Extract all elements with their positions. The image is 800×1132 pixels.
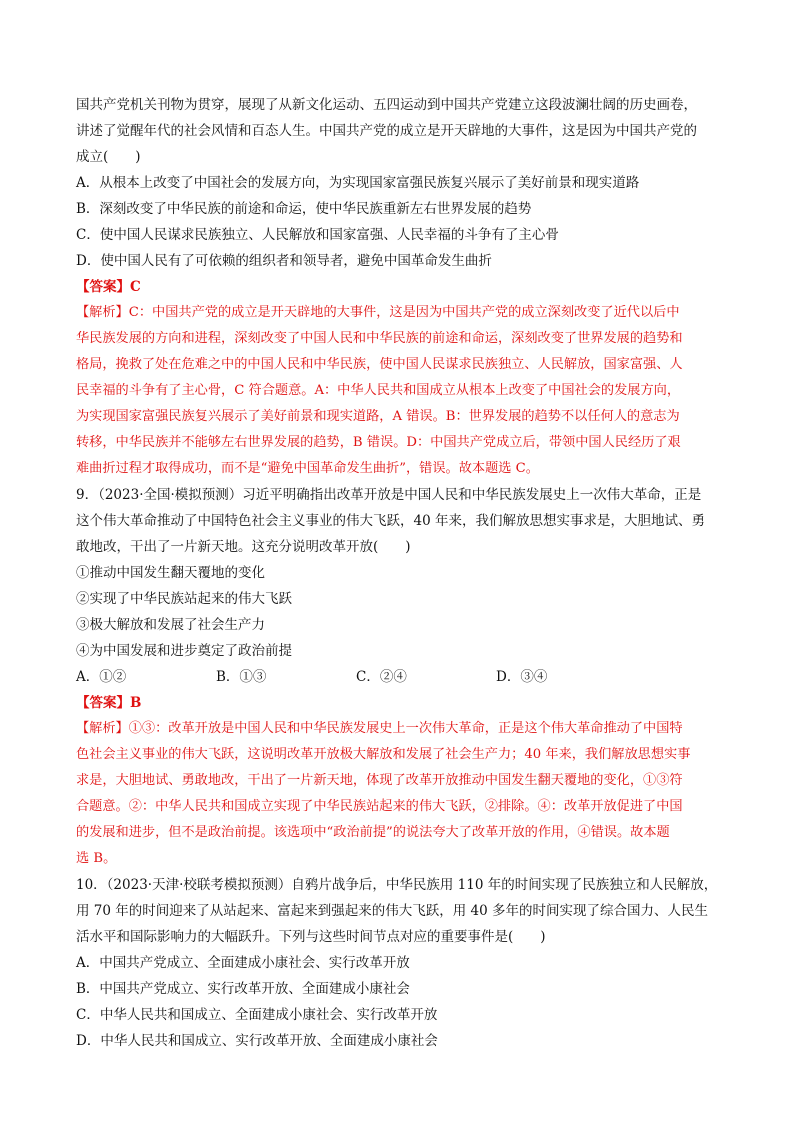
question-stem-line: 用 70 年的时间迎来了从站起来、富起来到强起来的伟大飞跃，用 40 多年的时间实现了综合国力、人民生 [76,903,709,919]
option-d: D．中华人民共和国成立、实行改革开放、全面建成小康社会 [76,1033,438,1049]
analysis-line: 华民族发展的方向和进程，深刻改变了中国人民和中华民族的前途和命运，深刻改变了世界发展的趋势和 [76,331,683,346]
question-10 [76,872,726,1054]
option-b: B．①③ [216,669,267,685]
analysis-line: 选 B。 [76,851,117,866]
analysis-line: 【解析】C：中国共产党的成立是开天辟地的大事件，这是因为中国共产党的成立深刻改变了近代以后中 [76,305,680,320]
question-stem-line: 讲述了觉醒年代的社会风情和百态人生。中国共产党的成立是开天辟地的大事件，这是因为中国共产党的 [76,123,697,139]
statement-item: ④为中国发展和进步奠定了政治前提 [76,643,292,659]
option-b: B．中国共产党成立、实行改革开放、全面建成小康社会 [76,981,410,997]
option-c: C．使中国人民谋求民族独立、人民解放和国家富强、人民幸福的斗争有了主心骨 [76,227,559,243]
option-d: D．使中国人民有了可依赖的组织者和领导者，避免中国革命发生曲折 [76,253,492,269]
option-a: A．①② [76,669,127,685]
question-stem-line: 活水平和国际影响力的大幅跃升。下列与这些时间节点对应的重要事件是( ) [76,929,546,945]
answer-label: 【答案】C [76,279,141,295]
analysis-line: 难曲折过程才取得成功，而不是“避免中国革命发生曲折”，错误。故本题选 C。 [76,461,539,476]
option-row [76,664,726,690]
analysis-line: 【解析】①③：改革开放是中国人民和中华民族发展史上一次伟大革命，正是这个伟大革命推动了中国特 [76,721,683,736]
statement-item: ③极大解放和发展了社会生产力 [76,617,265,633]
question-stem-line: 这个伟大革命推动了中国特色社会主义事业的伟大飞跃，40 年来，我们解放思想实事求是，大胆地试、勇 [76,513,705,529]
analysis-line: 的发展和进步，但不是政治前提。该选项中“政治前提”的说法夸大了改革开放的作用，④错误。故本题 [76,825,670,840]
analysis-line: 求是，大胆地试、勇敢地改，干出了一片新天地，体现了改革开放推动中国发生翻天覆地的变化，①③符 [76,773,683,788]
statement-item: ①推动中国发生翻天覆地的变化 [76,565,265,581]
option-b: B．深刻改变了中华民族的前途和命运，使中华民族重新左右世界发展的趋势 [76,201,532,217]
question-stem-line: 9．（2023·全国·模拟预测）习近平明确指出改革开放是中国人民和中华民族发展史上一次伟大革命，正是 [76,487,702,503]
option-c: C．②④ [356,669,407,685]
question-stem-line: 10．（2023·天津·校联考模拟预测）自鸦片战争后，中华民族用 110 年的时间实现了民族独立和人民解放， [76,877,718,893]
question-stem-line: 敢地改，干出了一片新天地。这充分说明改革开放( ) [76,539,411,555]
analysis-line: 民幸福的斗争有了主心骨，C 符合题意。A：中华人民共和国成立从根本上改变了中国社会的发展方向， [76,383,681,398]
analysis-line: 色社会主义事业的伟大飞跃，这说明改革开放极大解放和发展了社会生产力；40 年来，我们解放思想实事 [76,747,691,762]
document-page [76,92,726,1054]
question-8 [76,92,726,482]
question-stem-line: 成立( ) [76,149,141,165]
option-c: C．中华人民共和国成立、全面建成小康社会、实行改革开放 [76,1007,438,1023]
statement-item: ②实现了中华民族站起来的伟大飞跃 [76,591,292,607]
question-9 [76,482,726,872]
answer-label: 【答案】B [76,695,142,711]
option-a: A．中国共产党成立、全面建成小康社会、实行改革开放 [76,955,410,971]
question-stem-line: 国共产党机关刊物为贯穿，展现了从新文化运动、五四运动到中国共产党建立这段波澜壮阔的历史画卷， [76,97,697,113]
option-a: A．从根本上改变了中国社会的发展方向，为实现国家富强民族复兴展示了美好前景和现实道路 [76,175,640,191]
option-d: D．③④ [496,669,548,685]
analysis-line: 合题意。②：中华人民共和国成立实现了中华民族站起来的伟大飞跃，②排除。④：改革开放促进了中国 [76,799,683,814]
analysis-line: 格局，挽救了处在危难之中的中国人民和中华民族，使中国人民谋求民族独立、人民解放，国家富强、人 [76,357,683,372]
analysis-line: 为实现国家富强民族复兴展示了美好前景和现实道路，A 错误。B：世界发展的趋势不以任何人的意志为 [76,409,680,424]
analysis-line: 转移，中华民族并不能够左右世界发展的趋势，B 错误。D：中国共产党成立后，带领中国人民经历了艰 [76,435,681,450]
